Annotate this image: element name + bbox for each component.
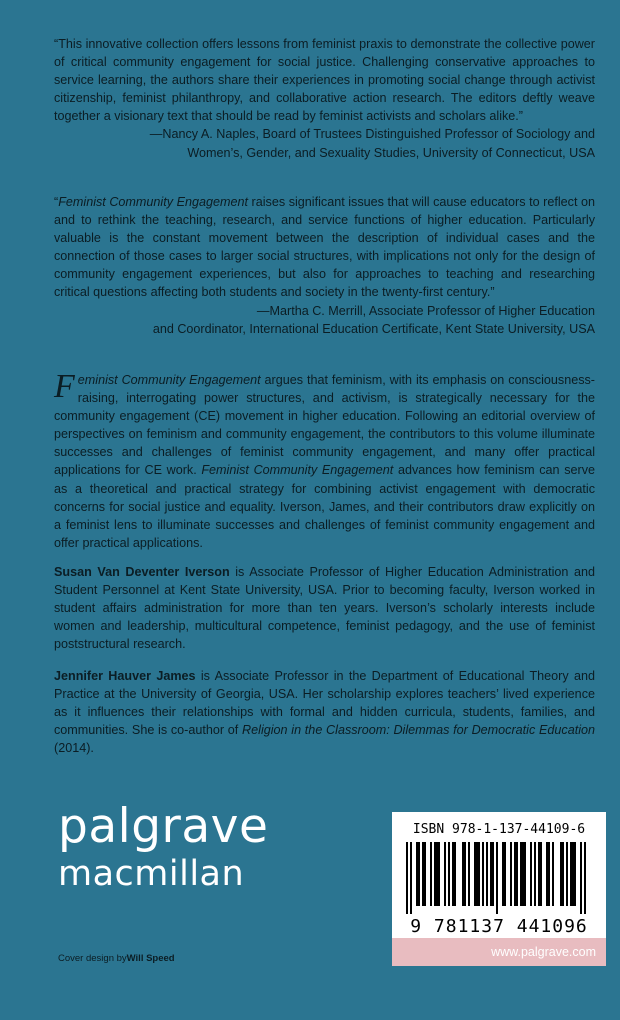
barcode-bar bbox=[454, 842, 456, 906]
barcode-bar bbox=[572, 842, 574, 906]
barcode-bar bbox=[516, 842, 518, 906]
barcode-bars bbox=[406, 842, 592, 914]
publisher-logo-line-2: macmillan bbox=[58, 854, 245, 894]
barcode-bar bbox=[490, 842, 492, 906]
barcode-bar bbox=[474, 842, 476, 906]
barcode-bar bbox=[522, 842, 524, 906]
quote-2-open-mark: “ bbox=[54, 195, 59, 209]
barcode-bar bbox=[562, 842, 564, 906]
quote-2-attribution-line-2: and Coordinator, International Education Certificate, Kent State University, USA bbox=[152, 321, 595, 336]
barcode-bar bbox=[406, 842, 408, 914]
bio-2-book-title: Religion in the Classroom: Dilemmas for Democratic Education bbox=[242, 723, 596, 738]
barcode-bar bbox=[434, 842, 436, 906]
endorsement-quote-2 bbox=[54, 193, 595, 338]
barcode-bar bbox=[468, 842, 470, 906]
drop-cap: F bbox=[54, 368, 75, 405]
barcode-bar bbox=[410, 842, 412, 914]
barcode-bar bbox=[504, 842, 506, 906]
description-title: eminist Community Engagement bbox=[77, 373, 261, 387]
barcode-bar bbox=[422, 842, 424, 906]
barcode-bar bbox=[476, 842, 478, 906]
publisher-url-band bbox=[392, 938, 606, 966]
bio-2-body-1: is Associate Professor in the Department of Educational Theory and Practice at the University of Georgia, USA. Her scholarship explores teachers’ lived experience as it influences their relationships with formal and hidden curricula, students, families, and communities. She is co-author of bbox=[54, 669, 595, 738]
publisher-logo bbox=[58, 799, 269, 894]
barcode-bar bbox=[552, 842, 554, 906]
description-text bbox=[54, 368, 595, 552]
barcode-bar bbox=[496, 842, 498, 914]
bio-1-text bbox=[54, 563, 595, 653]
barcode-bar bbox=[580, 842, 582, 914]
barcode-bar bbox=[510, 842, 512, 906]
barcode-bar bbox=[566, 842, 568, 906]
barcode-bar bbox=[482, 842, 484, 906]
barcode-bar bbox=[416, 842, 418, 906]
description-title-2: Feminist Community Engagement bbox=[201, 463, 394, 478]
barcode-bar bbox=[424, 842, 426, 906]
book-description bbox=[54, 368, 595, 552]
barcode-bar bbox=[430, 842, 432, 906]
quote-2-attribution-line-1: —Martha C. Merrill, Associate Professor of Higher Education bbox=[256, 303, 595, 318]
barcode-bar bbox=[436, 842, 438, 906]
bio-1-body: is Associate Professor of Higher Education Administration and Student Personnel at Kent State University, USA. Prior to becoming faculty, Iverson worked in student affairs administration for more than ten years. Iverson’s scholarly interests include women and leadership, multicultural competence, feminist pedagogy, and the use of feminist poststructural research. bbox=[54, 565, 596, 652]
quote-2-text bbox=[54, 193, 595, 302]
barcode-bar bbox=[548, 842, 550, 906]
barcode-bar bbox=[540, 842, 542, 906]
barcode-bar bbox=[534, 842, 536, 906]
author-bio-2 bbox=[54, 667, 595, 757]
description-body-2: advances how feminism can serve as a theoretical and practical strategy for combining activist engagement with democratic concerns for social justice and equality. Iverson, James, and their contributors draw explicitly on a feminist lens to illuminate successes and challenges of feminist community engagement and offer practical applications. bbox=[54, 463, 595, 550]
barcode-bar bbox=[520, 842, 522, 906]
barcode-bar bbox=[418, 842, 420, 906]
publisher-url: www.palgrave.com bbox=[491, 945, 596, 959]
barcode-bar bbox=[574, 842, 576, 906]
quote-2-body: raises significant issues that will cause educators to reflect on and to rethink the teaching, research, and service functions of higher education. Particularly valuable is the constant movement between the description of individual cases and the connection of those cases to larger social structures, with implications not only for the design of community engagement experiences, but also for approaches to teaching and researching critical questions affecting both students and society in the twenty-first century.” bbox=[54, 195, 596, 300]
quote-1-attribution-line-2: Women’s, Gender, and Sexuality Studies, University of Connecticut, USA bbox=[187, 145, 595, 160]
description-body-1: argues that feminism, with its emphasis on consciousness-raising, interrogating power structures, and activism, is strategically necessary for the community engagement (CE) movement in higher education. Following an editorial overview of perspectives on feminism and community engagement, the contributors to this volume illuminate successes and challenges of feminist community engagement, and many offer practical applications for CE work. bbox=[54, 373, 595, 478]
barcode-bar bbox=[492, 842, 494, 906]
barcode-bar bbox=[444, 842, 446, 906]
barcode-bar bbox=[486, 842, 488, 906]
quote-2-attribution bbox=[54, 302, 595, 338]
author-bio-1 bbox=[54, 563, 595, 653]
quote-1-attribution-line-1: —Nancy A. Naples, Board of Trustees Distinguished Professor of Sociology and bbox=[149, 127, 595, 142]
quote-1-text: “This innovative collection offers lessons from feminist praxis to demonstrate the collective power of critical community engagement for social justice. Challenging conservative approaches to service learning, the authors share their experiences in promoting social change through activist citizenship, feminist philanthropy, and collaborative action research. The editors deftly weave together a visionary text that should be read by feminist activists and scholars alike.” bbox=[54, 37, 595, 124]
barcode-bar bbox=[438, 842, 440, 906]
credit-prefix: Cover design by bbox=[58, 953, 127, 964]
bio-2-body-2: (2014). bbox=[54, 741, 94, 756]
barcode-bar bbox=[530, 842, 532, 906]
isbn-digits: 9 781137 441096 bbox=[410, 916, 588, 937]
bio-1-name: Susan Van Deventer Iverson bbox=[54, 565, 230, 579]
credit-designer: Will Speed bbox=[126, 953, 175, 964]
quote-2-book-title: Feminist Community Engagement bbox=[58, 195, 248, 209]
barcode-bar bbox=[584, 842, 586, 914]
barcode-bar bbox=[546, 842, 548, 906]
publisher-logo-line-1: palgrave bbox=[58, 799, 269, 854]
barcode-bar bbox=[514, 842, 516, 906]
barcode-bar bbox=[462, 842, 464, 906]
isbn-barcode bbox=[392, 812, 606, 938]
bio-2-text bbox=[54, 667, 595, 757]
barcode-bar bbox=[478, 842, 480, 906]
bio-2-name: Jennifer Hauver James bbox=[54, 669, 196, 683]
barcode-bar bbox=[502, 842, 504, 906]
barcode-bar bbox=[560, 842, 562, 906]
cover-credit bbox=[58, 953, 175, 964]
barcode-bar bbox=[524, 842, 526, 906]
barcode-bar bbox=[464, 842, 466, 906]
isbn-label: ISBN 978-1-137-44109-6 bbox=[412, 822, 586, 837]
endorsement-quote-1 bbox=[54, 35, 595, 162]
barcode-bar bbox=[570, 842, 572, 906]
barcode-bar bbox=[448, 842, 450, 906]
barcode-bar bbox=[452, 842, 454, 906]
barcode-bar bbox=[538, 842, 540, 906]
quote-1-attribution bbox=[54, 125, 595, 161]
